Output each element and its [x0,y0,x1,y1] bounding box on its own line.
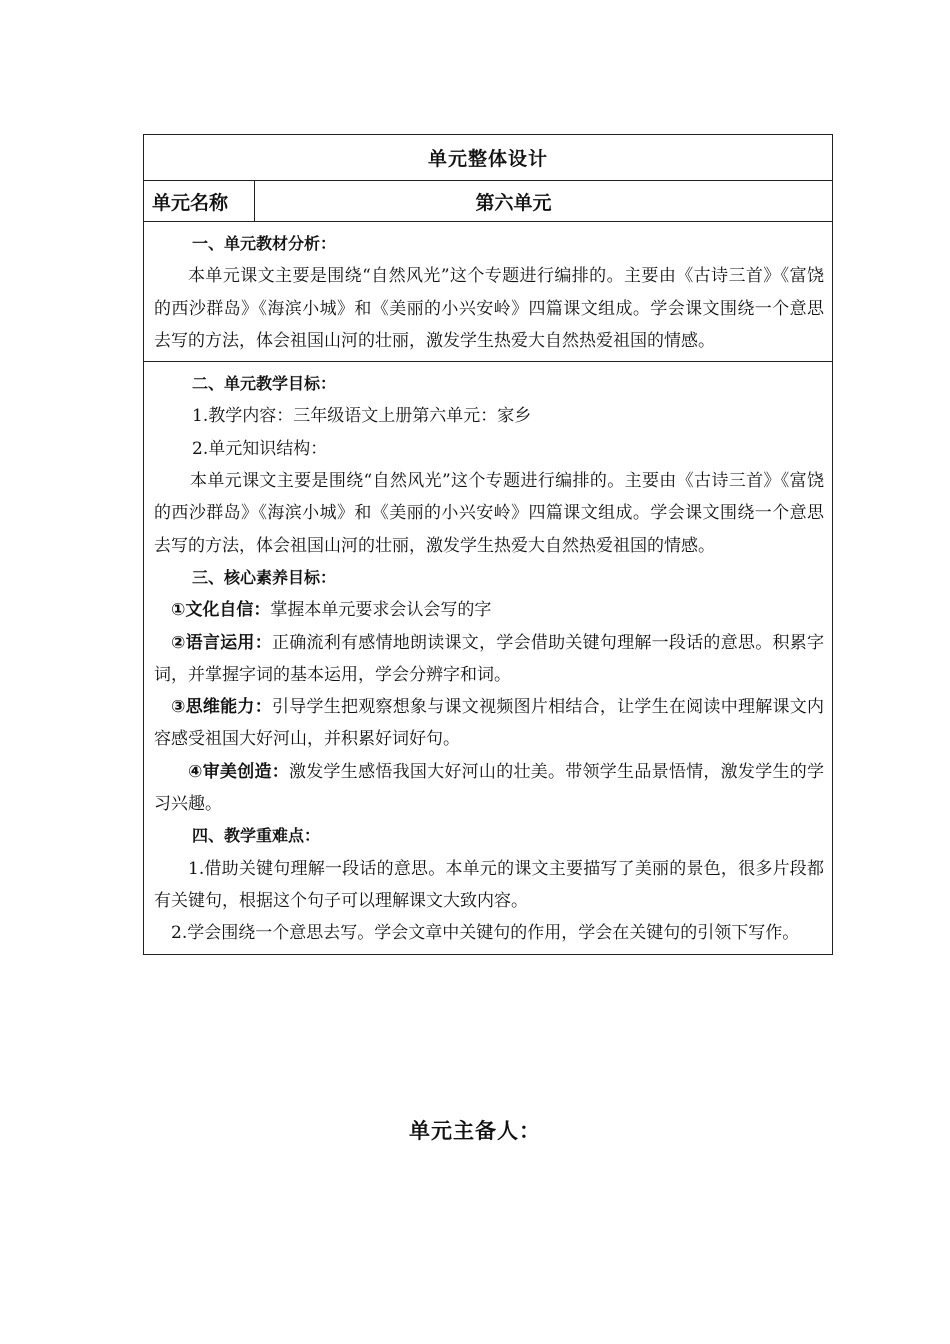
unit-design-table [143,134,833,955]
goal-language-label: ②语言运用： [171,632,272,653]
section2-item1: 1.教学内容：三年级语文上册第六单元：家乡 [192,406,532,427]
section4-heading: 四、教学重难点： [192,826,321,846]
section1-heading: 一、单元教材分析： [192,234,337,253]
goal-thinking-text: 引导学生把观察想象与课文视频图片相结合，让学生在阅读中理解课文内容感受祖国大好河山，并积累好词好句。 [154,697,824,750]
section1-paragraph: 本单元课文主要是围绕“自然风光”这个专题进行编排的。主要由《古诗三首》《富饶的西沙群岛》《海滨小城》和《美丽的小兴安岭》四篇课文组成。学会课文围绕一个意思去写的方法，体会祖国山河的壮丽，激发学生热爱大自然热爱祖国的情感。 [154,266,824,351]
section4-item2: 2.学会围绕一个意思去写。学会文章中关键句的作用，学会在关键句的引领下写作。 [171,923,800,944]
goal-language-text: 正确流利有感情地朗读课文，学会借助关键句理解一段话的意思。积累字词，并掌握字词的基本运用，学会分辨字和词。 [154,632,824,685]
goal-aesthetic-text: 激发学生感悟我国大好河山的壮美。带领学生品景悟情，激发学生的学习兴趣。 [154,761,824,815]
table-title: 单元整体设计 [144,135,832,181]
goal-thinking [154,691,824,756]
goal-culture [154,594,824,626]
unit-name-row [144,181,832,222]
section3-heading: 三、核心素养目标： [192,567,337,587]
unit-name-label: 单元名称 [144,181,255,221]
unit-name-value: 第六单元 [475,191,552,214]
section-goals-and-points [144,362,832,953]
section4-item1: 1.借助关键句理解一段话的意思。本单元的课文主要描写了美丽的景色，很多片段都有关键句，根据这个句子可以理解课文大致内容。 [154,858,824,911]
goal-culture-text: 掌握本单元要求会认会写的字 [270,600,492,621]
section-material-analysis [144,222,832,362]
goal-aesthetic [154,756,824,821]
goal-aesthetic-label: ④审美创造： [188,761,289,782]
goal-culture-label: ①文化自信： [171,600,271,621]
section2-paragraph: 本单元课文主要是围绕“自然风光”这个专题进行编排的。主要由《古诗三首》《富饶的西沙群岛》《海滨小城》和《美丽的小兴安岭》四篇课文组成。学会课文围绕一个意思去写的方法，体会祖国山河的壮丽，激发学生热爱大自然热爱祖国的情感。 [154,471,824,556]
section2-heading: 二、单元教学目标： [192,374,337,394]
unit-preparer-label: 单元主备人： [409,1119,541,1143]
goal-thinking-label: ③思维能力： [171,697,272,718]
section2-item2: 2.单元知识结构： [192,438,328,459]
goal-language [154,627,824,692]
